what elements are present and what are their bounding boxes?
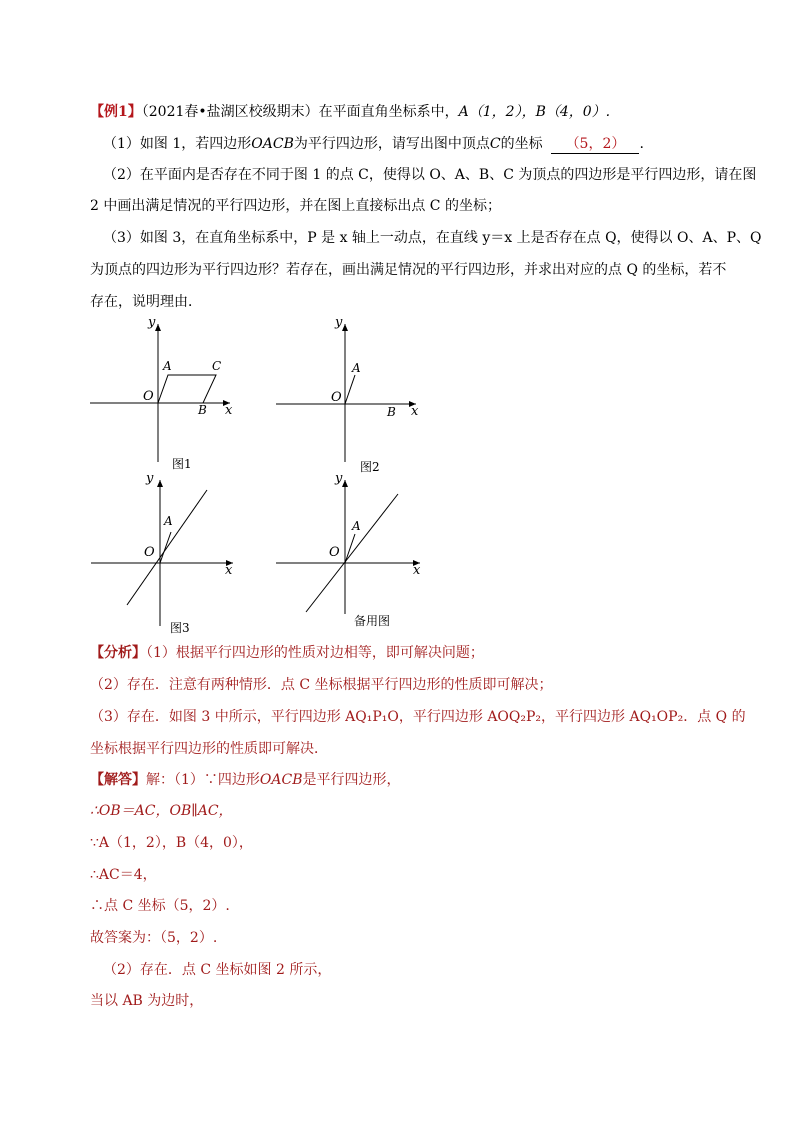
y-arrow-icon (157, 480, 163, 487)
label-o: O (144, 545, 155, 560)
solution-shape: OACB (259, 772, 303, 788)
x-label: x (411, 404, 419, 419)
question-3-line-3: 存在，说明理由． (90, 294, 202, 310)
solution-step-7: 当以 AB 为边时， (90, 993, 204, 1009)
point-a: A（1，2）， (458, 104, 536, 120)
line-y-equals-x (127, 490, 207, 605)
y-arrow-icon (342, 480, 348, 487)
segment-oa (345, 375, 355, 404)
solution-step-6: （2）存在．点 C 坐标如图 2 所示， (103, 962, 332, 978)
q1-answer: （5，2） (551, 135, 639, 154)
q1-post: 的坐标 (500, 136, 543, 152)
analysis-p3-line-1: （3）存在．如图 3 中所示，平行四边形 AQ₁P₁O，平行四边形 AOQ₂P₂，平行四边形 AQ₁OP₂．点 Q 的 (90, 709, 746, 725)
analysis-p2: （2）存在．注意有两种情形．点 C 坐标根据平行四边形的性质即可解决； (90, 677, 553, 693)
segment-oa (345, 534, 355, 563)
figure-2 (270, 312, 430, 477)
analysis-label: 【分析】 (90, 645, 146, 661)
label-c: C (212, 359, 222, 373)
solution-step-1: ∴OB＝AC，OB∥AC， (90, 803, 233, 819)
label-o: O (329, 545, 340, 560)
label-b: B (387, 405, 396, 419)
figure-1 (85, 312, 245, 472)
q1-end: . (639, 136, 644, 152)
label-o: O (143, 389, 154, 404)
y-label: y (335, 315, 343, 330)
x-label: x (225, 563, 233, 578)
label-a: A (352, 361, 361, 375)
question-2-line-2: 2 中画出满足情况的平行四边形，并在图上直接标出点 C 的坐标； (90, 198, 501, 214)
caption-spare: 备用图 (354, 614, 391, 628)
x-label: x (225, 403, 233, 418)
segment-oa (160, 532, 171, 563)
q1-pre: （1）如图 1，若四边形 (103, 136, 252, 152)
analysis-p1 (90, 644, 484, 662)
x-label: x (413, 563, 421, 578)
solution-step-3: ∴AC＝4， (90, 867, 157, 883)
caption-fig2: 图2 (360, 460, 380, 474)
label-a: A (163, 359, 172, 373)
y-label: y (146, 471, 154, 486)
figure-3 (85, 468, 250, 636)
caption-fig3: 图3 (170, 621, 190, 635)
problem-intro: 在平面直角坐标系中， (318, 104, 459, 120)
analysis-p3-line-2: 坐标根据平行四边形的性质即可解决． (90, 741, 328, 757)
point-b: B（4，0）. (535, 104, 611, 120)
q1-shape: OACB (251, 136, 294, 152)
label-a: A (164, 514, 173, 528)
parallelogram-oacb (158, 375, 216, 403)
problem-header (90, 103, 610, 121)
question-2-line-1: （2）在平面内是否存在不同于图 1 的点 C，使得以 O、A、B、C 为顶点的四边形是平行四边形，请在图 (103, 167, 757, 183)
solution-step-4: ∴点 C 坐标（5，2）. (90, 898, 230, 914)
label-o: O (331, 390, 342, 405)
question-3-line-1: （3）如图 3，在直角坐标系中，P 是 x 轴上一动点，在直线 y＝x 上是否存在点 Q，使得以 O、A、P、Q (103, 230, 762, 246)
line-y-equals-x (306, 494, 398, 612)
solution-step-5: 故答案为：（5，2）. (90, 930, 218, 946)
problem-source: （2021春•盐湖区校级期末） (141, 104, 319, 120)
solution-head-text: 解：（1）∵四边形 (146, 772, 260, 788)
solution-head (90, 771, 401, 789)
q1-mid: 为平行四边形，请写出图中顶点 (293, 136, 490, 152)
label-a: A (352, 519, 361, 533)
figure-spare (270, 468, 435, 636)
question-1 (103, 135, 644, 154)
solution-label: 【解答】 (90, 772, 146, 788)
y-label: y (148, 315, 156, 330)
question-3-line-2: 为顶点的四边形为平行四边形？若存在，画出满足情况的平行四边形，并求出对应的点 Q 的坐标，若不 (90, 262, 727, 278)
analysis-p1-text: （1）根据平行四边形的性质对边相等，即可解决问题； (146, 645, 484, 661)
caption-fig1: 图1 (172, 457, 192, 471)
solution-head-end: 是平行四边形， (302, 772, 401, 788)
solution-step-2: ∵A（1，2），B（4，0）， (90, 835, 253, 851)
q1-c: C (489, 136, 501, 152)
y-arrow-icon (342, 324, 348, 331)
label-b: B (198, 403, 207, 417)
example-tag: 【例1】 (90, 104, 142, 120)
y-label: y (335, 471, 343, 486)
y-arrow-icon (155, 324, 161, 331)
